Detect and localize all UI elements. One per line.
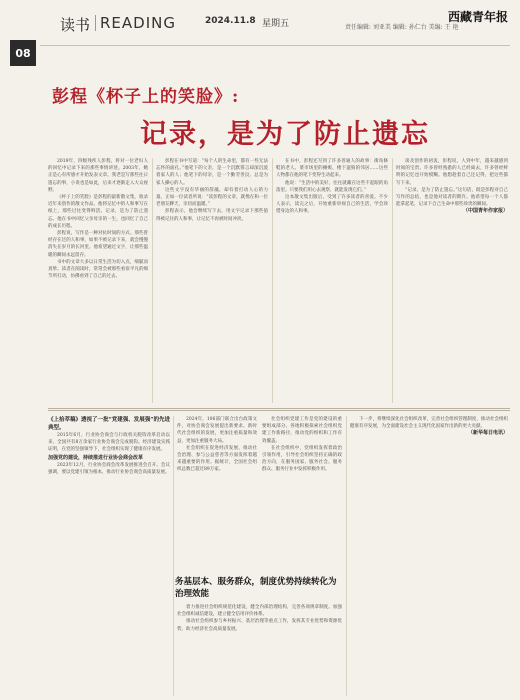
column-divider	[152, 158, 153, 403]
paragraph: 彭程在书中写道：“每个人的生命里，都有一些无法忘怀的面孔。”他笔下的父亲，是一个沉默寡言却深沉爱着家人的人；他笔下的母亲，是一个勤劳善良、总是为家人操心的人。	[156, 159, 268, 186]
column-divider	[346, 416, 347, 696]
section-rule	[48, 408, 510, 409]
lower-column-1	[48, 416, 170, 696]
lower-column-3	[262, 416, 342, 571]
paragraph: 2024年，106部门联合出台政策文件，对协会商会发展提出新要求。新时代社会组织的发展，更加注重质量和效益，更加注重服务大局。	[177, 417, 257, 444]
lower-column-2b	[177, 604, 342, 696]
page-header	[0, 0, 520, 44]
paragraph: 这本散文集出版后，受到了许多读者的喜爱。不少人表示，读完之后，开始重新审视自己的生活，学会珍惜身边的人和事。	[276, 195, 388, 215]
section-name-en: READING	[100, 14, 176, 32]
issue-weekday: 星期五	[262, 19, 290, 29]
lower-section-heading: 加强党的建设，持续推进行业协会商会改革	[48, 454, 144, 461]
paragraph: 社会组织党建工作是党的建设的重要组成部分。各地积极探索社会组织党建工作新路径，推动党的组织和工作有效覆盖。	[262, 417, 342, 444]
paragraph: 2015年6月，行业协会商会与行政机关脱钩改革启动以来，全国共有8万余家行业协会商会完成脱钩。经济建设实践证明，在党的坚强领导下，社会组织实现了健康有序发展。	[48, 433, 170, 453]
lower-article-title: 《上拾萃稿》透视了一批“党建强、发展强”的先进典型。	[48, 417, 170, 431]
paragraph: 2019年，四级残疾人彭程，将对一位老妇人的回忆中记录下来的那些事情讲述。2003年，她正是心有所感才开始发表文章。我老是写那些往日遗忘的事，小说也是如此，后来才逐渐走入大众视野。	[48, 159, 148, 193]
lower-column-2	[177, 416, 257, 571]
header-divider	[95, 15, 96, 31]
newspaper-name: 西藏青年报	[448, 10, 509, 24]
paragraph: 在社会组织中，党组织发挥着政治引领作用，引导社会组织坚持正确的政治方向，在服务国家、服务社会、服务群众、服务行业中发挥积极作用。	[262, 445, 342, 473]
section-name: 读书	[60, 16, 91, 34]
article-column-4	[396, 158, 508, 403]
paragraph: 谈及创作的初衷，彭程说，人到中年，越来越感到时间的宝贵。许多曾经熟悉的人已经离去，许多曾经鲜明的记忆也开始模糊。他想趁着自己还记得，把这些都写下来。	[396, 159, 508, 186]
paragraph: 在书中，彭程还写到了许多普通人的故事：街角修鞋的老人、菜市场里的摊贩、楼下遛狗的邻居……这些人物都在他的笔下变得生动起来。	[276, 159, 388, 179]
header-rule	[40, 45, 510, 46]
section-rule	[48, 410, 510, 411]
lower-article-source: （新华每日电讯）	[467, 430, 508, 437]
paragraph: 《杯子上的笑脸》是彭程的最新散文集，收录近年来创作的散文作品。他将记忆中的人和事写在纸上，那些过往变得鲜活。记录，是为了防止遗忘。他在书中回忆父亲母亲的一生，也回忆了自己的成长历程。	[48, 195, 148, 229]
paragraph: 社会组织在促进经济发展、推动社会治理、参与公益慈善等方面发挥着越来越重要的作用。据统计，全国社会组织总数已超过89万家。	[177, 445, 257, 473]
issue-date: 2024.11.8	[205, 16, 256, 26]
paragraph: 下一步，将继续深化社会组织改革，完善社会组织管理制度，推动社会组织健康有序发展，为全面建设社会主义现代化国家作出新的更大贡献。	[350, 417, 508, 430]
paragraph: “记录，是为了防止遗忘。”这句话，既是彭程对自己写作的总结，也是他对读者的期许。他希望每一个人都能拿起笔，记录下自己生命中那些珍贵的瞬间。	[396, 187, 508, 208]
paragraph: 这些文字没有华丽的辞藻，却有着打动人心的力量。正如一位读者所说：“读彭程的文章，就像在和一位老朋友聊天，亲切而温暖。”	[156, 187, 268, 208]
paragraph: 着力推进社会组织规范化建设，健全内部治理结构，完善各项规章制度。加强社会组织诚信建设，建立健全信用评价体系。	[177, 605, 342, 618]
paragraph: 彭程表示，他会继续写下去，用文字记录下那些值得被记住的人和事，让记忆不再被时间冲淡。	[156, 209, 268, 222]
paragraph: 2023年12月，行业协会商会改革发展推进会召开。会议强调，要以党建引领为根本，推动行业协会商会高质量发展。	[48, 462, 170, 475]
paragraph: 书中的文章大多以日常生活为切入点，细腻而真挚。读者在阅读时，常常会被那些看似平凡的细节所打动，仿佛看到了自己的过去。	[48, 259, 148, 280]
article-column-2	[156, 158, 268, 403]
lower-subheading: 务基层本、服务群众，制度优势持续转化为治理效能	[175, 577, 337, 599]
article-source: （中国青年作家报）	[462, 208, 508, 215]
column-divider	[392, 158, 393, 403]
editors-line: 责任编辑: 刘亚美 编辑: 孙仁台 美编: 王 艳	[345, 24, 459, 31]
page-number-badge: 08	[10, 40, 36, 66]
column-divider	[272, 158, 273, 403]
paragraph: 他说：“生活中的美好，往往就藏在这些不起眼的角落里。只要我们用心去观察，就能发现它们。”	[276, 180, 388, 193]
article-subtitle: 记录，是为了防止遗忘	[140, 119, 430, 150]
article-column-3	[276, 158, 388, 403]
paragraph: 彭程说，写作是一种对抗时间的方式。那些曾经存在过的人和事，如果不被记录下来，就会慢慢消失在岁月的长河里。他希望通过文字，让那些温暖的瞬间永远留存。	[48, 231, 148, 258]
article-title: 彭程《杯子上的笑脸》:	[52, 87, 240, 107]
paragraph: 推动社会组织参与乡村振兴、基层治理等重点工作，发挥其专业优势和资源优势，助力经济社会高质量发展。	[177, 619, 342, 632]
article-column-1	[48, 158, 148, 403]
column-divider	[173, 416, 174, 696]
lower-column-5	[350, 416, 508, 696]
